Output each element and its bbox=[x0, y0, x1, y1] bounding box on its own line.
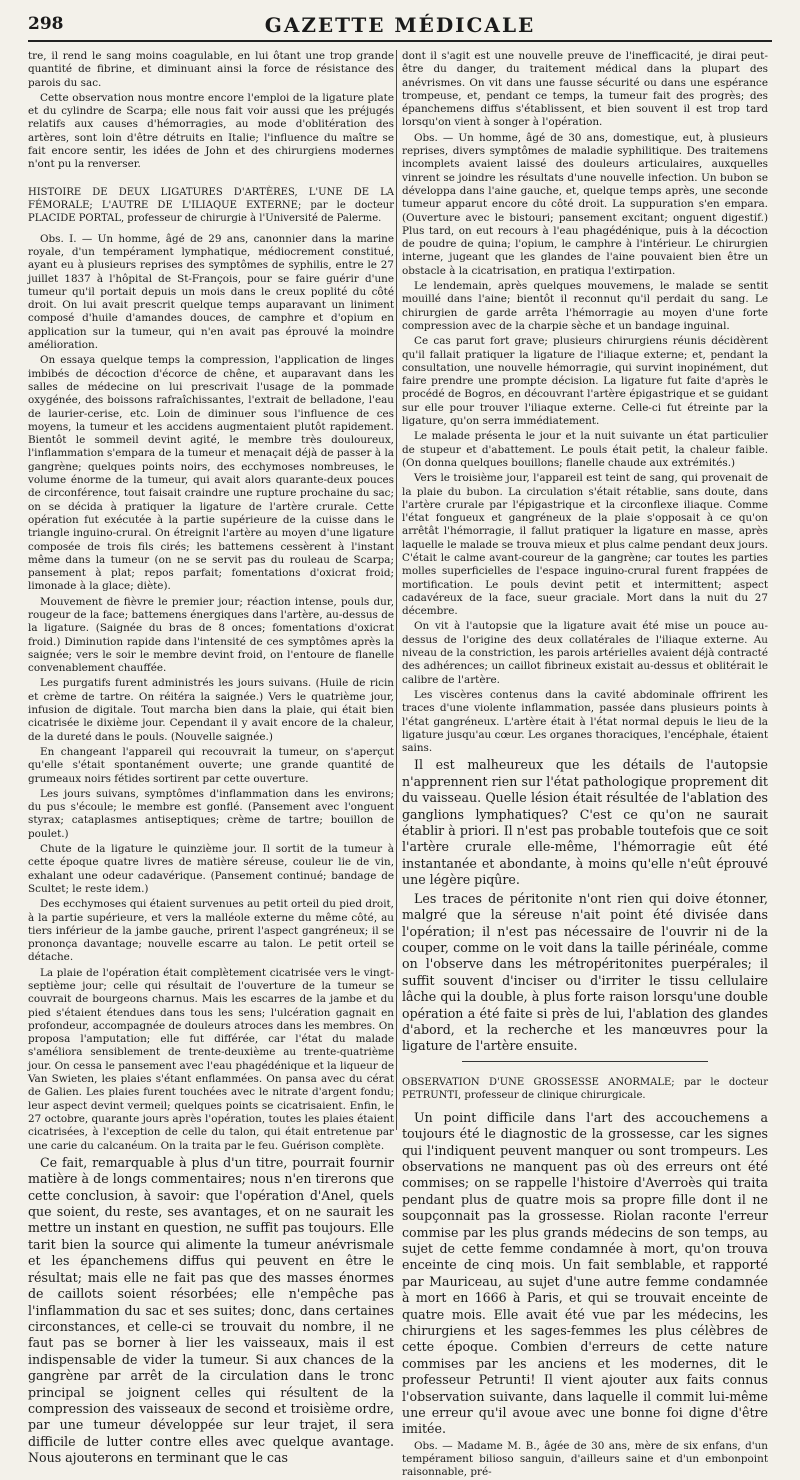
article-heading: HISTOIRE DE DEUX LIGATURES D'ARTÈRES, L'UNE DE LA FÉMORALE; L'AUTRE DE L'ILIAQUE EXTERNE; par le docteur PLACIDE PORTAL, professeur de chirurgie à l'Université de Palerme. bbox=[28, 186, 394, 224]
paragraph: Les purgatifs furent administrés les jours suivans. (Huile de ricin et crème de tartre. On réitéra la saignée.) Vers le quatrième jour, infusion de digitale. Tout marcha bien dans la plaie, qui était bien cicatrisée le dixième jour. Cependant il y avait encore de la chaleur, de la dureté dans le pouls. (Nouvelle saignée.) bbox=[28, 677, 394, 743]
paragraph: Chute de la ligature le quinzième jour. Il sortit de la tumeur à cette époque quatre livres de matière séreuse, couleur lie de vin, exhalant une odeur cadavérique. (Pansement continué; bandage de Scultet; le reste idem.) bbox=[28, 843, 394, 895]
paragraph: On vit à l'autopsie que la ligature avait été mise un pouce au-dessus de l'origine des deux collatérales de l'iliaque externe. Au niveau de la constriction, les parois artérielles avaient déjà contracté des adhérences; un caillot fibrineux existait au-dessus et oblitérait le calibre de l'artère. bbox=[402, 620, 768, 686]
page-header bbox=[28, 10, 772, 42]
paragraph: Ce cas parut fort grave; plusieurs chirurgiens réunis décidèrent qu'il fallait pratiquer la ligature de l'iliaque externe; et, pendant la consultation, une nouvelle hémorragie, qui survint inopinément, dut faire prendre une prompte décision. La ligature fut faite d'après le procédé de Bogros, en découvrant l'artère épigastrique et se guidant sur elle pour trouver l'iliaque externe. Celle-ci fut étreinte par la ligature, qu'on serra immédiatement. bbox=[402, 335, 768, 428]
paragraph: La plaie de l'opération était complètement cicatrisée vers le vingt-septième jour; celle qui résultait de l'ouverture de la tumeur se couvrait de bourgeons charnus. Mais les escarres de la jambe et du pied s'étaient étendues dans tous les sens; l'ulcération gagnait en profondeur, accompagnée de douleurs atroces dans les membres. On proposa l'amputation; elle fut différée, car l'état du malade s'améliora sensiblement de trente-deuxième au trente-quatrième jour. On cessa le pansement avec l'eau phagédénique et la liqueur de Van Swieten, les plaies s'étant enflammées. On pansa avec du cérat de Galien. Les plaies furent touchées avec le nitrate d'argent fondu; leur aspect devint vermeil; quelques points se cicatrisaient. Enfin, le 27 octobre, quarante jours après l'opération, toutes les plaies étaient cicatrisées, à l'exception de celle du talon, qui était entretenue par une carie du calcanéum. On la traita par le feu. Guérison complète. bbox=[28, 966, 394, 1152]
paragraph: Ce fait, remarquable à plus d'un titre, pourrait fournir matière à de longs commentaires; nous n'en tirerons que cette conclusion, à savoir: que l'opération d'Anel, quels que soient, du reste, ses avantages, et on ne saurait les mettre un instant en question, ne suffit pas toujours. Elle tarit bien la source qui alimente la tumeur anévrismale et les épanchemens diffus qui peuvent en être le résultat; mais elle ne fait pas que des masses énormes de caillots soient résorbées; elle n'empêche pas l'inflammation du sac et ses suites; donc, dans certaines circonstances, et celle-ci se trouvait du nombre, il ne faut pas se borner à lier les vaisseaux, mais il est indispensable de vider la tumeur. Si aux chances de la gangrène par arrêt de la circulation dans le tronc principal se joignent celles qui résultent de la compression des vaisseaux de second et troisième ordre, par une tumeur développée sur leur trajet, il sera difficile de lutter contre elles avec quelque avantage. Nous ajouterons en terminant que le cas bbox=[28, 1154, 394, 1466]
section-rule bbox=[462, 1061, 708, 1062]
paragraph: Les traces de péritonite n'ont rien qui doive étonner, malgré que la séreuse n'ait point été divisée dans l'opération; il n'est pas nécessaire de l'ouvrir ni de la couper, comme on le voit dans la taille périnéale, comme on l'observe dans les métropéritonites puerpérales; il suffit souvent d'inciser ou d'irriter le tissu cellulaire lâche qui la double, à plus forte raison lorsqu'une double opération a été faite si près de lui, l'ablation des glandes d'abord, et la recherche et les manœuvres pour la ligature de l'artère ensuite. bbox=[402, 890, 768, 1054]
paragraph: Des ecchymoses qui étaient survenues au petit orteil du pied droit, à la partie supérieure, et vers la malléole externe du même côté, au tiers inférieur de la jambe gauche, prirent l'aspect gangréneux; il se prononça davantage; nouvelle escarre au talon. Le petit orteil se détache. bbox=[28, 898, 394, 964]
article-heading: OBSERVATION D'UNE GROSSESSE ANORMALE; par le docteur PETRUNTI, professeur de clinique chirurgicale. bbox=[402, 1076, 768, 1101]
journal-title: GAZETTE MÉDICALE bbox=[264, 13, 536, 37]
left-column bbox=[28, 50, 394, 1466]
paragraph: Il est malheureux que les détails de l'autopsie n'apprennent rien sur l'état pathologique proprement dit du vaisseau. Quelle lésion était résultée de l'ablation des ganglions lymphatiques? C'est ce qu'on ne saurait établir à priori. Il n'est pas probable toutefois que ce soit l'artère crurale elle-même, l'hémorragie eût été instantanée et abondante, à moins qu'elle n'eût éprouvé une légère piqûre. bbox=[402, 757, 768, 888]
paragraph: Vers le troisième jour, l'appareil est teint de sang, qui provenait de la plaie du bubon. La circulation s'était rétablie, sans doute, dans l'artère crurale par l'épigastrique et la circonflexe iliaque. Comme l'état fongueux et gangréneux de la plaie s'opposait à ce qu'on arrêtât l'hémorragie, il fallut pratiquer la ligature en masse, après laquelle le malade se trouva mieux et plus calme pendant deux jours. C'était le calme avant-coureur de la gangrène; car toutes les parties molles superficielles de l'espace inguino-crural furent frappées de mortification. Le pouls devint petit et intermittent; aspect cadavéreux de la face, sueur graciale. Mort dans la nuit du 27 décembre. bbox=[402, 472, 768, 618]
paragraph: Le malade présenta le jour et la nuit suivante un état particulier de stupeur et d'abattement. Le pouls était petit, la chaleur faible. (On donna quelques bouillons; flanelle chaude aux extrémités.) bbox=[402, 430, 768, 469]
paragraph: Obs. — Madame M. B., âgée de 30 ans, mère de six enfans, d'un tempérament bilioso sanguin, d'ailleurs saine et d'un embonpoint raisonnable, pré- bbox=[402, 1439, 768, 1479]
paragraph: Obs. — Un homme, âgé de 30 ans, domestique, eut, à plusieurs reprises, divers symptômes de maladie syphilitique. Des traitemens incomplets avaient laissé des douleurs articulaires, auxquelles vinrent se joindre les résultats d'une nouvelle infection. Un bubon se développa dans l'aine gauche, et, quelque temps après, une seconde tumeur apparut encore du côté droit. La suppuration s'en empara. (Ouverture avec le bistouri; pansement excitant; onguent digestif.) Plus tard, on eut recours à l'eau phagédénique, puis à la décoction de poudre de quina; l'opium, le camphre à l'intérieur. Le chirurgien interne, jugeant que les glandes de l'aine pouvaient bien être un obstacle à la cicatrisation, en pratiqua l'extirpation. bbox=[402, 131, 768, 277]
paragraph: Les viscères contenus dans la cavité abdominale offrirent les traces d'une violente inflammation, passée dans plusieurs points à l'état gangréneux. L'artère était à l'état normal depuis le lieu de la ligature jusqu'au cœur. Les organes thoraciques, l'encéphale, étaient sains. bbox=[402, 688, 768, 755]
page-number: 298 bbox=[28, 14, 64, 34]
paragraph: Le lendemain, après quelques mouvemens, le malade se sentit mouillé dans l'aine; bientôt il reconnut qu'il perdait du sang. Le chirurgien de garde arrêta l'hémorragie au moyen d'une forte compression avec de la charpie sèche et un bandage inguinal. bbox=[402, 280, 768, 332]
paragraph: tre, il rend le sang moins coagulable, en lui ôtant une trop grande quantité de fibrine, et diminuant ainsi la force de résistance des parois du sac. bbox=[28, 50, 394, 89]
paragraph: dont il s'agit est une nouvelle preuve de l'inefficacité, je dirai peut-être du danger, du traitement médical dans la plupart des anévrismes. On vit dans une fausse sécurité ou dans une espérance trompeuse, et, pendant ce temps, la tumeur fait des progrès; des épanchemens diffus s'établissent, et bien souvent il est trop tard lorsqu'on vient à songer à l'opération. bbox=[402, 50, 768, 129]
paragraph: Cette observation nous montre encore l'emploi de la ligature plate et du cylindre de Scarpa; elle nous fait voir aussi que les préjugés relatifs aux causes d'hémorragies, au mode d'oblitération des artères, sont loin d'être détruits en Italie; l'influence du maître se fait encore sentir, les idées de John et des chirurgiens modernes n'ont pu la renverser. bbox=[28, 91, 394, 171]
right-column bbox=[402, 50, 768, 1479]
paragraph: En changeant l'appareil qui recouvrait la tumeur, on s'aperçut qu'elle s'était spontanément ouverte; une grande quantité de grumeaux noirs fétides sortirent par cette ouverture. bbox=[28, 745, 394, 785]
paragraph: Un point difficile dans l'art des accouchemens a toujours été le diagnostic de la grossesse, car les signes qui l'indiquent peuvent manquer ou sont trompeurs. Les observations ne manquent pas où des erreurs ont été commises; on se rappelle l'histoire d'Averroès qui traita pendant plus de quatre mois sa propre fille dont il ne soupçonnait pas la grossesse. Riolan raconte l'erreur commise par les plus grands médecins de son temps, au sujet de cette femme condamnée à mort, qu'on trouva enceinte de cinq mois. Un fait semblable, et rapporté par Mauriceau, au sujet d'une autre femme condamnée à mort en 1666 à Paris, et qui se trouvait enceinte de quatre mois. Elle avait été vue par les médecins, les chirurgiens et les sages-femmes les plus célèbres de cette époque. Combien d'erreurs de cette nature commises par les anciens et les modernes, dit le professeur Petrunti! Il vient ajouter aux faits connus l'observation suivante, dans laquelle il commit lui-même une erreur qu'il avoue avec une bonne foi digne d'être imitée. bbox=[402, 1109, 768, 1437]
paragraph: Mouvement de fièvre le premier jour; réaction intense, pouls dur, rougeur de la face; battemens énergiques dans l'artère, au-dessus de la ligature. (Saignée du bras de 8 onces; fomentations d'oxicrat froid.) Diminution rapide dans l'intensité de ces symptômes après la saignée; vers le soir le membre devint froid, on l'entoure de flanelle convenablement chauffée. bbox=[28, 595, 394, 675]
paragraph: Obs. I. — Un homme, âgé de 29 ans, canonnier dans la marine royale, d'un tempérament lymphatique, médiocrement constitué, ayant eu à plusieurs reprises des symptômes de syphilis, entre le 27 juillet 1837 à l'hôpital de St-François, pour se faire guérir d'une tumeur qu'il portait depuis un mois dans le creux poplité du côté droit. On lui avait prescrit quelque temps auparavant un liniment composé d'huile d'amandes douces, de camphre et d'opium en application sur la tumeur, qui n'en avait pas éprouvé la moindre amélioration. bbox=[28, 232, 394, 352]
column-divider bbox=[396, 50, 397, 1130]
paragraph: On essaya quelque temps la compression, l'application de linges imbibés de décoction d'écorce de chêne, et auparavant dans les salles de médecine on lui prescrivait l'usage de la pommade oxygénée, des boissons rafraîchissantes, l'extrait de belladone, l'eau de laurier-cerise, etc. Loin de diminuer sous l'influence de ces moyens, la tumeur et les accidens augmentaient plutôt rapidement. Bientôt le sommeil devint agité, le membre très douloureux, l'inflammation s'empara de la tumeur et menaçait déjà de passer à la gangrène; quelques points noirs, des ecchymoses nombreuses, le volume énorme de la tumeur, qui avait alors quarante-deux pouces de circonférence, tout faisait craindre une rupture prochaine du sac; on se décida à pratiquer la ligature de l'artère crurale. Cette opération fut exécutée à la partie supérieure de la cuisse dans le triangle inguino-crural. On étreignit l'artère au moyen d'une ligature composée de trois fils cirés; les battemens cessèrent à l'instant même dans la tumeur (on ne se servit pas du rouleau de Scarpa; pansement à plat; repos parfait; fomentations d'oxicrat froid; limonade à la glace; diète). bbox=[28, 354, 394, 593]
paragraph: Les jours suivans, symptômes d'inflammation dans les environs; du pus s'écoule; le membre est gonflé. (Pansement avec l'onguent styrax; cataplasmes antiseptiques; crème de tartre; bouillon de poulet.) bbox=[28, 787, 394, 840]
